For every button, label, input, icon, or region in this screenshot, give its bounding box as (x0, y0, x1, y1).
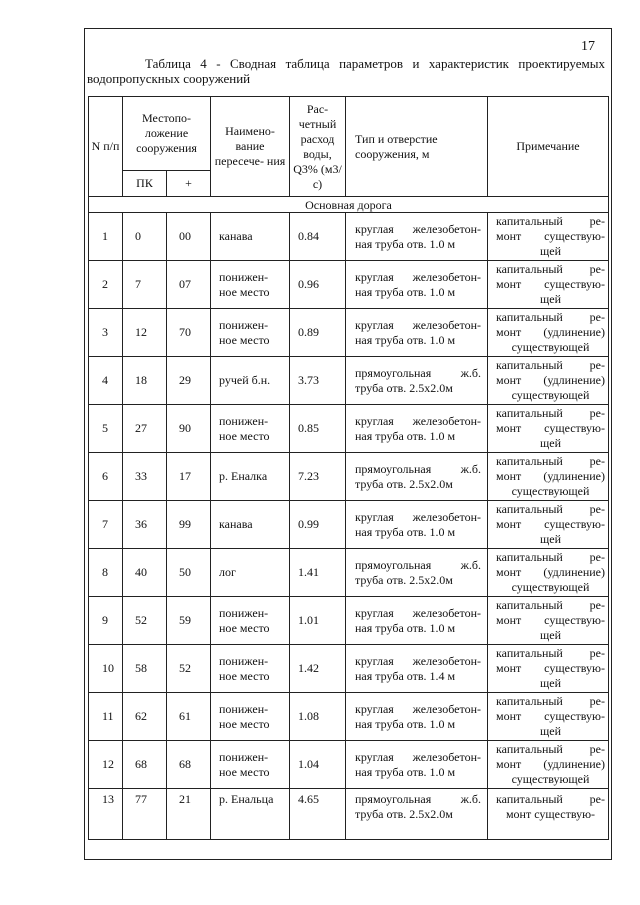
row-type: прямоугольная ж.б. труба отв. 2.5х2.0м (346, 453, 488, 501)
row-crossing: лог (211, 549, 290, 597)
header-location: Местопо- ложение сооружения (123, 97, 211, 171)
table-row (89, 357, 609, 405)
row-number: 11 (89, 693, 123, 741)
row-note: капитальный ре- монт существую- щей (488, 645, 609, 693)
row-number: 2 (89, 261, 123, 309)
section-main-road: Основная дорога (89, 197, 609, 213)
row-plus: 00 (167, 213, 211, 261)
row-type: круглая железобетон- ная труба отв. 1.4 м (346, 645, 488, 693)
row-pk: 12 (123, 309, 167, 357)
row-crossing: р. Енальца (211, 789, 290, 840)
row-type: круглая железобетон- ная труба отв. 1.0 м (346, 693, 488, 741)
row-note: капитальный ре- монт существую- щей (488, 693, 609, 741)
row-crossing: канава (211, 213, 290, 261)
table-row (89, 261, 609, 309)
row-number: 1 (89, 213, 123, 261)
row-crossing: понижен- ное место (211, 597, 290, 645)
row-crossing: понижен- ное место (211, 693, 290, 741)
table-row (89, 501, 609, 549)
row-plus: 68 (167, 741, 211, 789)
row-number: 8 (89, 549, 123, 597)
row-crossing: канава (211, 501, 290, 549)
row-note: капитальный ре- монт (удлинение) существующей (488, 741, 609, 789)
table-caption: Таблица 4 - Сводная таблица параметров и характеристик проектируемых водопропускных сооружений (87, 56, 605, 86)
row-note: капитальный ре- монт (удлинение) существующей (488, 309, 609, 357)
row-note: капитальный ре- монт существую- щей (488, 213, 609, 261)
row-type: прямоугольная ж.б. труба отв. 2.5х2.0м (346, 789, 488, 840)
row-number: 10 (89, 645, 123, 693)
row-crossing: понижен- ное место (211, 645, 290, 693)
table-row (89, 741, 609, 789)
row-number: 12 (89, 741, 123, 789)
header-type: Тип и отверстие сооружения, м (346, 97, 488, 197)
row-note: капитальный ре- монт (удлинение) существующей (488, 549, 609, 597)
row-flow: 0.84 (290, 213, 346, 261)
row-plus: 50 (167, 549, 211, 597)
page-frame (84, 28, 612, 860)
row-crossing: понижен- ное место (211, 741, 290, 789)
row-flow: 1.41 (290, 549, 346, 597)
table-row (89, 213, 609, 261)
row-pk: 27 (123, 405, 167, 453)
row-plus: 52 (167, 645, 211, 693)
row-note: капитальный ре- монт существую- щей (488, 597, 609, 645)
row-plus: 07 (167, 261, 211, 309)
row-number: 3 (89, 309, 123, 357)
header-n: N п/п (89, 97, 123, 197)
header-pk: ПК (123, 171, 167, 197)
row-number: 4 (89, 357, 123, 405)
row-type: прямоугольная ж.б. труба отв. 2.5х2.0м (346, 549, 488, 597)
row-flow: 0.85 (290, 405, 346, 453)
row-flow: 4.65 (290, 789, 346, 840)
row-type: круглая железобетон- ная труба отв. 1.0 м (346, 741, 488, 789)
table-row (89, 549, 609, 597)
row-pk: 7 (123, 261, 167, 309)
row-flow: 3.73 (290, 357, 346, 405)
row-flow: 1.08 (290, 693, 346, 741)
header-plus: + (167, 171, 211, 197)
row-plus: 90 (167, 405, 211, 453)
header-flow: Рас- четный расход воды, Q3% (м3/с) (290, 97, 346, 197)
row-flow: 1.04 (290, 741, 346, 789)
row-note: капитальный ре- монт существую- щей (488, 501, 609, 549)
row-plus: 21 (167, 789, 211, 840)
row-plus: 99 (167, 501, 211, 549)
row-plus: 29 (167, 357, 211, 405)
row-plus: 17 (167, 453, 211, 501)
row-type: круглая железобетон- ная труба отв. 1.0 м (346, 213, 488, 261)
table-row (89, 597, 609, 645)
row-number: 13 (89, 789, 123, 840)
row-note: капитальный ре- монт существую- щей (488, 405, 609, 453)
row-note: капитальный ре- монт (удлинение) существующей (488, 357, 609, 405)
row-number: 9 (89, 597, 123, 645)
row-pk: 0 (123, 213, 167, 261)
table-row (89, 309, 609, 357)
table-row (89, 645, 609, 693)
row-plus: 70 (167, 309, 211, 357)
row-number: 6 (89, 453, 123, 501)
row-pk: 33 (123, 453, 167, 501)
row-crossing: понижен- ное место (211, 309, 290, 357)
row-plus: 61 (167, 693, 211, 741)
row-pk: 40 (123, 549, 167, 597)
row-note: капитальный ре- монт (удлинение) существующей (488, 453, 609, 501)
row-type: прямоугольная ж.б. труба отв. 2.5х2.0м (346, 357, 488, 405)
table-row (89, 789, 609, 840)
row-pk: 52 (123, 597, 167, 645)
row-flow: 7.23 (290, 453, 346, 501)
row-type: круглая железобетон- ная труба отв. 1.0 м (346, 309, 488, 357)
structures-table (88, 96, 609, 840)
row-pk: 18 (123, 357, 167, 405)
row-flow: 0.99 (290, 501, 346, 549)
table-row (89, 453, 609, 501)
row-pk: 58 (123, 645, 167, 693)
page-number: 17 (581, 39, 595, 54)
row-plus: 59 (167, 597, 211, 645)
row-crossing: понижен- ное место (211, 405, 290, 453)
header-note: Примечание (488, 97, 609, 197)
row-pk: 62 (123, 693, 167, 741)
table-row (89, 693, 609, 741)
row-type: круглая железобетон- ная труба отв. 1.0 м (346, 261, 488, 309)
row-flow: 1.01 (290, 597, 346, 645)
row-pk: 36 (123, 501, 167, 549)
row-type: круглая железобетон- ная труба отв. 1.0 м (346, 405, 488, 453)
row-note: капитальный ре- монт существую- (488, 789, 609, 840)
row-number: 5 (89, 405, 123, 453)
row-crossing: ручей б.н. (211, 357, 290, 405)
table-row (89, 405, 609, 453)
row-pk: 68 (123, 741, 167, 789)
row-note: капитальный ре- монт существую- щей (488, 261, 609, 309)
header-crossing: Наимено- вание пересече- ния (211, 97, 290, 197)
row-type: круглая железобетон- ная труба отв. 1.0 м (346, 597, 488, 645)
row-flow: 0.89 (290, 309, 346, 357)
row-crossing: понижен- ное место (211, 261, 290, 309)
row-flow: 1.42 (290, 645, 346, 693)
row-type: круглая железобетон- ная труба отв. 1.0 м (346, 501, 488, 549)
row-number: 7 (89, 501, 123, 549)
row-crossing: р. Еналка (211, 453, 290, 501)
row-pk: 77 (123, 789, 167, 840)
row-flow: 0.96 (290, 261, 346, 309)
